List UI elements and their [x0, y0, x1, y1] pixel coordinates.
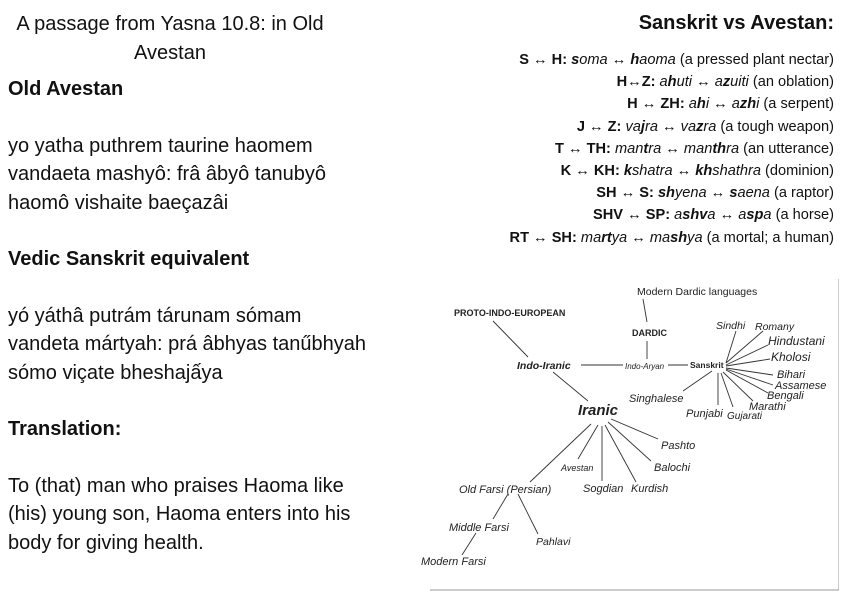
word: [571, 52, 608, 68]
section-body: [8, 302, 408, 388]
word: [732, 96, 760, 112]
gloss: (dominion): [765, 163, 834, 180]
word-part: shatra: [632, 163, 673, 180]
label-marathi: Marathi: [749, 401, 786, 413]
word-part: yena: [674, 185, 707, 202]
comparison-title: Sanskrit vs Avestan:: [638, 12, 834, 34]
language-tree-diagram: [418, 279, 839, 592]
word: [624, 163, 673, 179]
word: [615, 141, 661, 157]
double-arrow-icon: ↔: [672, 163, 696, 180]
label-sindhi: Sindhi: [716, 320, 746, 332]
edge-sanskrit-singhalese: [683, 371, 712, 391]
label-iranic: Iranic: [578, 402, 619, 419]
sound-rule: S ↔ H:: [519, 52, 568, 68]
sound-rule: RT ↔ SH:: [509, 229, 577, 246]
section-heading: Vedic Sanskrit equivalent: [8, 248, 250, 270]
sound-rule: H ↔ ZH:: [627, 96, 685, 113]
word-emphasis: rt: [601, 229, 612, 246]
edge-pie-indoiranic: [493, 321, 528, 357]
double-arrow-icon: ↔: [709, 96, 732, 113]
gloss: (an utterance): [743, 140, 834, 157]
comparison-row: [414, 116, 834, 138]
label-modern-farsi: Modern Farsi: [421, 556, 486, 568]
sound-rule: T ↔ TH:: [554, 140, 611, 157]
word-part: ma: [580, 229, 602, 246]
label-singhalese: Singhalese: [629, 393, 684, 405]
word-part: oma: [579, 52, 608, 68]
word: [738, 207, 771, 223]
label-old-farsi: Old Farsi (Persian): [459, 484, 552, 496]
section-line: haomô vishaite baeçazâi: [8, 191, 229, 214]
double-arrow-icon: ↔: [657, 118, 681, 135]
passage-sections: [8, 75, 408, 557]
section-line: yó yáthâ putrám tárunam sómam: [8, 304, 302, 327]
gloss: (an oblation): [752, 74, 834, 91]
comparison-row: [414, 227, 834, 249]
word-part: ya: [611, 229, 628, 246]
word-emphasis: s: [571, 52, 580, 68]
word-part: man: [683, 140, 713, 157]
word: [674, 207, 715, 223]
gloss: (a horse): [775, 207, 834, 224]
word-part: i: [756, 96, 760, 113]
edge-oldfarsi-pahlavi: [518, 494, 538, 534]
label-punjabi: Punjabi: [686, 408, 723, 420]
word: [630, 52, 675, 68]
word: [684, 141, 739, 157]
gloss: (a serpent): [763, 96, 834, 113]
language-tree-svg: [418, 279, 839, 592]
word-emphasis: th: [712, 140, 727, 157]
double-arrow-icon: ↔: [627, 229, 650, 246]
comparison-row: [414, 49, 834, 71]
comparison-row: [414, 138, 834, 160]
word-part: a: [688, 96, 697, 113]
word-emphasis: kh: [695, 163, 713, 180]
sound-rule: SHV ↔ SP:: [593, 207, 671, 224]
section-heading: Old Avestan: [8, 78, 124, 100]
label-sanskrit: Sanskrit: [690, 360, 724, 370]
comparison-list: [414, 49, 834, 249]
word-part: man: [614, 140, 644, 157]
label-bengali: Bengali: [767, 390, 804, 402]
edge-sanskrit-kholosi: [726, 359, 770, 366]
section-line: To (that) man who praises Haoma like: [8, 474, 344, 497]
word-part: a: [707, 207, 716, 224]
comparison-row: [414, 182, 834, 204]
edge-sanskrit-gujarati: [721, 373, 733, 407]
label-bihari: Bihari: [777, 369, 806, 381]
gloss: (a mortal; a human): [706, 229, 834, 246]
passage-panel: [8, 10, 408, 557]
section-line: body for giving health.: [8, 531, 204, 554]
word-emphasis: z: [722, 74, 731, 91]
word-part: ra: [726, 140, 740, 157]
double-arrow-icon: ↔: [706, 185, 730, 202]
label-kholosi: Kholosi: [771, 350, 811, 364]
label-dardic: DARDIC: [632, 328, 667, 338]
sound-rule: SH ↔ S:: [596, 185, 654, 202]
word-part: aena: [737, 185, 770, 202]
section-line: sómo viçate bheshajấya: [8, 361, 223, 384]
word-part: va: [625, 118, 641, 135]
section-line: vandeta mártyah: prá âbhyas tanűbhyah: [8, 333, 367, 355]
word: [681, 119, 717, 135]
word-emphasis: sh: [657, 185, 675, 202]
label-gujarati: Gujarati: [727, 411, 763, 422]
tree-labels: [421, 286, 826, 568]
word-part: ma: [649, 229, 671, 246]
sound-rule: H↔Z:: [616, 74, 656, 91]
label-pashto: Pashto: [661, 440, 696, 452]
word-part: ra: [703, 118, 717, 135]
word: [695, 163, 761, 179]
section-line: vandaeta mashyô: frâ âbyô tanubyô: [8, 163, 326, 185]
edge-middlefarsi-modernfarsi: [462, 533, 476, 555]
word-part: a: [763, 207, 772, 224]
sound-rule: K ↔ KH:: [560, 163, 620, 180]
section-line: yo yatha puthrem taurine haomem: [8, 134, 313, 157]
double-arrow-icon: ↔: [661, 140, 684, 157]
word-emphasis: z: [696, 118, 704, 135]
gloss: (a raptor): [773, 185, 834, 202]
section-body: [8, 472, 408, 558]
label-indo-aryan: Indo-Aryan: [625, 362, 665, 371]
page-title: A passage from Yasna 10.8: in Old Avestan: [16, 13, 324, 64]
label-middle-farsi: Middle Farsi: [449, 522, 509, 534]
word: [660, 74, 692, 90]
label-kurdish: Kurdish: [631, 483, 669, 495]
edge-oldfarsi-middlefarsi: [493, 494, 508, 519]
word: [581, 230, 627, 246]
edge-iranic-avestan: [578, 425, 598, 459]
word-part: a: [659, 74, 668, 91]
label-modern-dardic: Modern Dardic languages: [637, 286, 758, 298]
word: [689, 96, 709, 112]
label-pie: PROTO-INDO-EUROPEAN: [454, 308, 566, 318]
comparison-row: [414, 71, 834, 93]
edge-indoiranic-iranic: [553, 372, 588, 401]
label-avestan: Avestan: [561, 463, 594, 473]
word: [729, 185, 770, 201]
word-part: ra: [644, 118, 658, 135]
word-emphasis: s: [729, 185, 738, 202]
word-emphasis: t: [643, 140, 649, 157]
word: [658, 185, 707, 201]
word-part: a: [738, 207, 747, 224]
word: [650, 230, 703, 246]
label-indo-iranic: Indo-Iranic: [517, 360, 571, 372]
tree-lines: [462, 299, 773, 555]
comparison-row: [414, 93, 834, 115]
word-emphasis: k: [623, 163, 632, 180]
word-part: a: [674, 207, 683, 224]
edge-iranic-pashto: [611, 419, 658, 439]
double-arrow-icon: ↔: [607, 52, 631, 68]
word-emphasis: j: [640, 118, 645, 135]
section-heading: Translation:: [8, 418, 122, 440]
word-part: i: [705, 96, 710, 113]
comparison-row: [414, 204, 834, 226]
word-part: ya: [687, 229, 703, 246]
word-part: uiti: [730, 74, 749, 91]
word-emphasis: h: [667, 74, 677, 91]
word: [715, 74, 749, 90]
word-part: a: [731, 96, 740, 113]
word-emphasis: sp: [746, 207, 764, 224]
label-assamese: Assamese: [775, 380, 827, 392]
word-part: shathra: [712, 163, 761, 180]
word-emphasis: h: [696, 96, 706, 113]
word-emphasis: zh: [739, 96, 757, 113]
word-part: a: [714, 74, 723, 91]
word-emphasis: shv: [682, 207, 708, 224]
word-emphasis: sh: [670, 229, 688, 246]
label-pahlavi: Pahlavi: [536, 536, 571, 548]
comparison-row: [414, 160, 834, 182]
sound-rule: J ↔ Z:: [576, 118, 622, 135]
word-part: ra: [648, 140, 662, 157]
section-line: (his) young son, Haoma enters into his: [8, 503, 351, 525]
word-part: uti: [676, 74, 693, 91]
label-hindustani: Hindustani: [768, 334, 825, 348]
gloss: (a pressed plant nectar): [679, 52, 834, 68]
double-arrow-icon: ↔: [715, 207, 739, 224]
word-emphasis: h: [630, 52, 640, 68]
word-part: va: [680, 118, 697, 135]
label-romany: Romany: [755, 321, 795, 333]
gloss: (a tough weapon): [720, 118, 834, 135]
comparison-panel: [414, 12, 834, 249]
label-sogdian: Sogdian: [583, 483, 624, 495]
edge-sanskrit-romany: [726, 331, 763, 363]
edge-sanskrit-hindustani: [726, 345, 768, 365]
label-baluchi: Balochi: [654, 462, 691, 474]
word-part: aoma: [639, 52, 676, 68]
section-body: [8, 132, 408, 218]
edge-dardic-modern: [643, 299, 647, 322]
word: [625, 119, 657, 135]
double-arrow-icon: ↔: [692, 74, 715, 91]
